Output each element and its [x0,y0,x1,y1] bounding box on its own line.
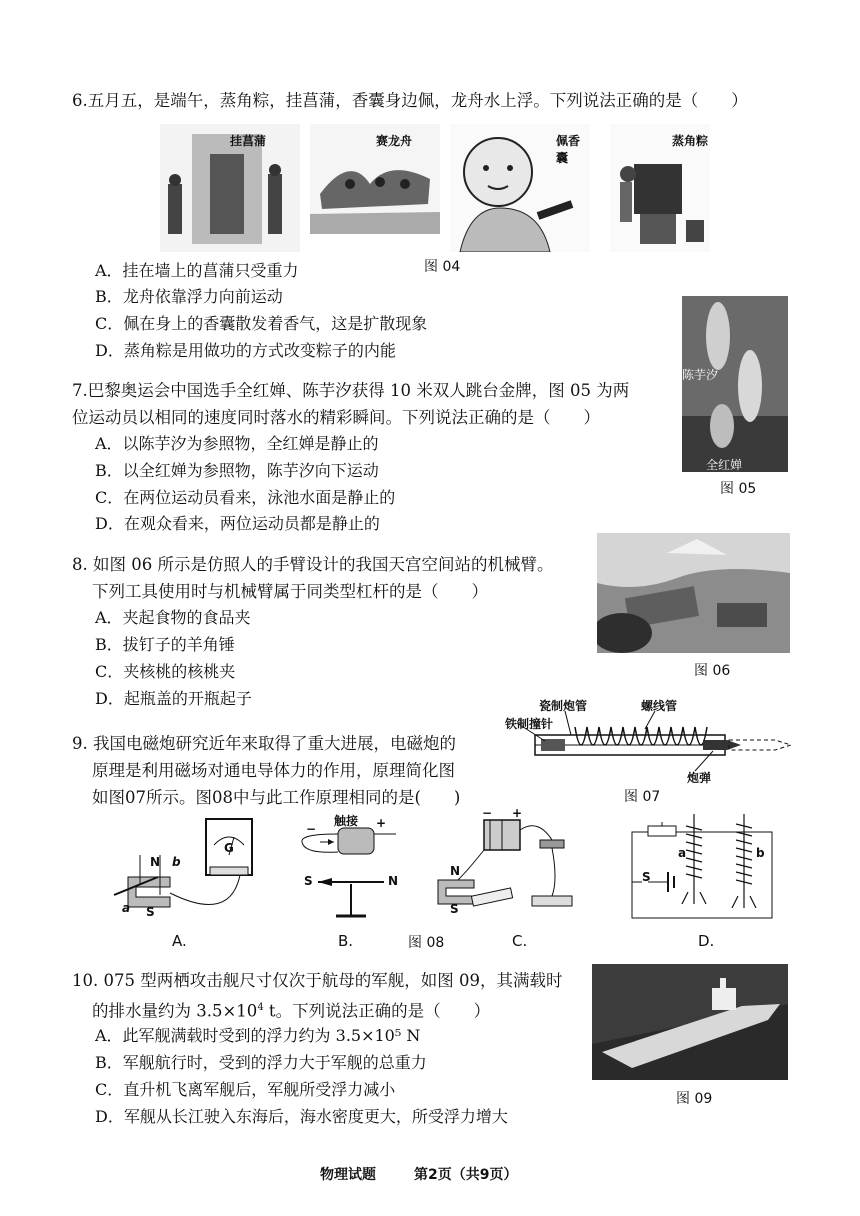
q9-d-a: a [678,846,687,860]
q10-option-d: D．军舰从长江驶入东海后，海水密度更大，所受浮力增大 [95,1107,508,1126]
q7-figure-caption: 图 05 [720,481,757,497]
q9-b-plus: + [376,816,387,830]
q10-stem-line1: 10. 075 型两栖攻击舰尺寸仅次于航母的军舰，如图 09，其满载时 [72,971,563,990]
q9-b-n: N [388,874,399,888]
q6-option-c: C．佩在身上的香囊散发着香气，这是扩散现象 [95,314,428,333]
q9-d-b: b [756,846,765,860]
q6-option-d: D．蒸角粽是用做功的方式改变粽子的内能 [95,341,396,360]
q9-a-letter-b: b [172,855,181,869]
q9-choice-d-label: D. [698,932,715,950]
q6-option-b: B．龙舟依靠浮力向前运动 [95,287,283,306]
q9-c-minus: − [482,806,493,820]
q8-option-d: D．起瓶盖的开瓶起子 [95,689,252,708]
q8-figure-caption: 图 06 [694,663,731,679]
q9-stem-line1: 9. 我国电磁炮研究近年来取得了重大进展，电磁炮的 [72,734,456,753]
q10-stem-line2-post: t。下列说法正确的是（ ） [263,1001,491,1021]
q8-stem-line2: 下列工具使用时与机械臂属于同类型杠杆的是（ ） [92,582,488,601]
q10-stem-line2 [92,995,490,1025]
q10-option-c: C．直升机飞离军舰后，军舰所受浮力减小 [95,1080,396,1099]
q6-image-steam-zongzi [610,124,710,252]
q9-choice-b-label: B. [338,932,354,950]
q9-c-s: S [450,902,459,916]
footer-subject: 物理试题 [320,1167,376,1183]
q6-label-steam-zongzi: 蒸角粽 [672,134,709,148]
q7-stem-line2: 位运动员以相同的速度同时落水的精彩瞬间。下列说法正确的是（ ） [72,408,600,427]
q7-divers-photo [682,296,788,472]
q10-option-b: B．军舰航行时，受到的浮力大于军舰的总重力 [95,1053,427,1072]
q8-robot-arm-photo [597,533,790,653]
q6-image-hang-calamus [160,124,300,252]
q9-a-letter-g: G [224,841,234,855]
q8-option-c: C．夹核桃的核桃夹 [95,662,236,681]
q7-option-b: B．以全红婵为参照物，陈芋汐向下运动 [95,461,379,480]
q6-stem: 6.五月五，是端午，蒸角粽，挂菖蒲，香囊身边佩，龙舟水上浮。下列说法正确的是（ ） [72,91,748,110]
q6-option-a: A．挂在墙上的菖蒲只受重力 [95,261,299,280]
q8-stem-line1: 8. 如图 06 所示是仿照人的手臂设计的我国天宫空间站的机械臂。 [72,555,554,574]
q9-choice-a-label: A. [172,932,187,950]
q9-c-n: N [450,864,461,878]
q6-image-dragon-boat [310,124,440,234]
q9-fig07-label-solenoid: 螺线管 [641,699,678,713]
q9-figure07-railgun [505,697,795,789]
q9-b-touch: 触接 [334,814,359,828]
q7-label-quan: 全红婵 [706,458,743,472]
q8-option-b: B．拔钉子的羊角锤 [95,635,235,654]
q7-option-a: A．以陈芋汐为参照物，全红婵是静止的 [95,434,379,453]
q9-choice-c-label: C. [512,932,528,950]
q9-a-letter-n: N [150,855,161,869]
footer-page-number: 第2页（共9页） [414,1167,518,1183]
q6-label-dragon-boat: 赛龙舟 [376,134,413,148]
q10-stem-line2-exp: 4 [257,1002,264,1013]
q9-c-plus: + [512,806,523,820]
q9-b-s: S [304,874,313,888]
q10-option-a: A．此军舰满载时受到的浮力约为 3.5×10⁵ N [95,1026,421,1045]
q7-option-c: C．在两位运动员看来，泳池水面是静止的 [95,488,396,507]
q9-diagram-c [428,806,588,930]
q9-fig07-label-barrel: 瓷制炮管 [539,699,588,713]
q9-figure07-caption: 图 07 [624,789,661,805]
q9-stem-line3: 如图07所示。图08中与此工作原理相同的是( ) [92,788,461,807]
q9-stem-line2: 原理是利用磁场对通电导体力的作用，原理简化图 [92,761,455,780]
q8-option-a: A．夹起食物的食品夹 [95,608,251,627]
q9-diagram-d [612,812,782,930]
q9-fig07-label-shell: 炮弹 [687,771,712,785]
q9-fig07-label-striker: 铁制撞针 [505,717,554,731]
q6-label-hang-calamus: 挂菖蒲 [230,134,267,148]
q7-option-d: D．在观众看来，两位运动员都是静止的 [95,514,380,533]
q9-figure08-caption: 图 08 [408,935,445,951]
q9-a-letter-s: S [146,905,155,919]
q6-figure-caption: 图 04 [424,259,461,275]
q9-a-letter-a: a [122,901,131,915]
q9-b-minus: − [306,822,317,836]
q9-diagram-a [110,815,270,930]
q10-stem-line2-pre: 的排水量约为 3.5×10 [92,1001,258,1021]
q6-image-sachet [450,124,590,252]
q10-warship-photo [592,964,788,1080]
q7-stem-line1: 7.巴黎奥运会中国选手全红婵、陈芋汐获得 10 米双人跳台金牌，图 05 为两 [72,381,630,400]
q9-d-s: S [642,870,651,884]
q7-label-chen: 陈芋汐 [682,368,719,382]
q6-label-sachet: 佩香囊 [556,134,581,165]
q9-diagram-b [296,812,406,927]
q10-figure-caption: 图 09 [676,1091,713,1107]
